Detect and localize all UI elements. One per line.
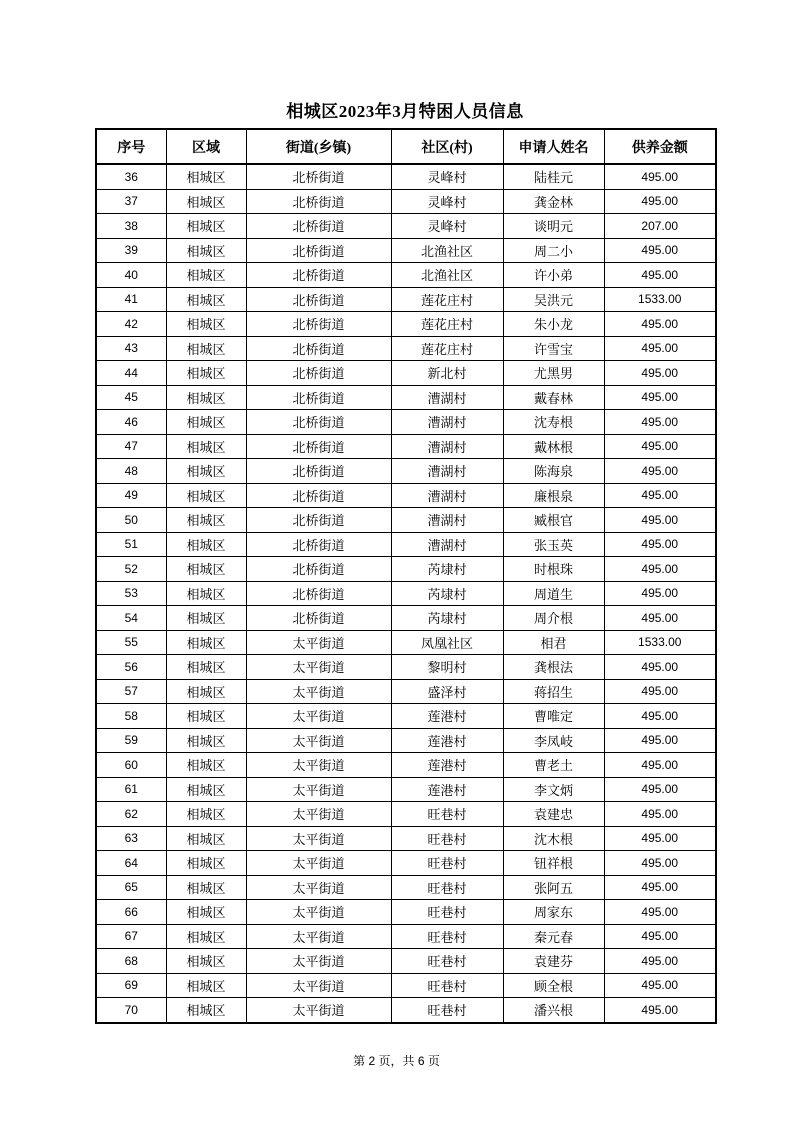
table-row [96,753,716,778]
table-cell: 55 [96,630,166,655]
table-cell: 45 [96,385,166,410]
table-cell: 盛泽村 [391,679,503,704]
table-cell: 46 [96,410,166,435]
table-cell: 52 [96,557,166,582]
table-cell: 龚金林 [503,189,604,214]
table-cell: 旺巷村 [391,802,503,827]
table-row [96,385,716,410]
table-cell: 495.00 [604,385,716,410]
table-row [96,410,716,435]
table-cell: 495.00 [604,949,716,974]
table-cell: 袁建芬 [503,949,604,974]
table-cell: 43 [96,336,166,361]
table-cell: 李凤岐 [503,728,604,753]
table-cell: 495.00 [604,410,716,435]
table-cell: 54 [96,606,166,631]
table-cell: 相城区 [166,434,246,459]
table-cell: 495.00 [604,655,716,680]
table-row [96,312,716,337]
table-cell: 周二小 [503,238,604,263]
table-cell: 蒋招生 [503,679,604,704]
table-cell: 相城区 [166,214,246,239]
table-cell: 北桥街道 [246,532,391,557]
table-row [96,679,716,704]
table-cell: 59 [96,728,166,753]
table-cell: 495.00 [604,900,716,925]
table-cell: 陆桂元 [503,164,604,189]
table-cell: 56 [96,655,166,680]
page-title: 相城区2023年3月特困人员信息 [286,102,524,121]
table-cell: 39 [96,238,166,263]
table-row [96,238,716,263]
table-cell: 太平街道 [246,851,391,876]
table-cell: 495.00 [604,728,716,753]
table-cell: 龚根法 [503,655,604,680]
table-cell: 相城区 [166,900,246,925]
table-cell: 相城区 [166,189,246,214]
table-row [96,361,716,386]
table-cell: 北桥街道 [246,214,391,239]
table-cell: 相城区 [166,802,246,827]
table-row [96,459,716,484]
table-cell: 芮埭村 [391,581,503,606]
table-cell: 沈木根 [503,826,604,851]
table-cell: 57 [96,679,166,704]
table-cell: 北渔社区 [391,263,503,288]
table-cell: 漕湖村 [391,508,503,533]
table-cell: 495.00 [604,802,716,827]
table-cell: 周家东 [503,900,604,925]
table-cell: 曹唯定 [503,704,604,729]
table-cell: 62 [96,802,166,827]
table-cell: 漕湖村 [391,385,503,410]
table-cell: 1533.00 [604,630,716,655]
table-cell: 相城区 [166,679,246,704]
table-header-row [96,129,716,164]
table-cell: 莲花庄村 [391,336,503,361]
table-cell: 41 [96,287,166,312]
table-cell: 49 [96,483,166,508]
table-cell: 495.00 [604,532,716,557]
table-cell: 新北村 [391,361,503,386]
table-row [96,189,716,214]
table-cell: 沈寿根 [503,410,604,435]
table-cell: 太平街道 [246,802,391,827]
table-cell: 旺巷村 [391,973,503,998]
table-row [96,875,716,900]
table-row [96,581,716,606]
table-cell: 旺巷村 [391,924,503,949]
table-row [96,164,716,189]
table-cell: 北渔社区 [391,238,503,263]
table-cell: 灵峰村 [391,189,503,214]
table-cell: 朱小龙 [503,312,604,337]
table-cell: 37 [96,189,166,214]
table-cell: 68 [96,949,166,974]
table-cell: 相城区 [166,826,246,851]
page-footer: 第 2 页，共 6 页 [353,1054,440,1068]
table-cell: 61 [96,777,166,802]
table-cell: 谈明元 [503,214,604,239]
table-cell: 69 [96,973,166,998]
table-cell: 40 [96,263,166,288]
table-cell: 1533.00 [604,287,716,312]
table-cell: 相城区 [166,532,246,557]
table-cell: 太平街道 [246,900,391,925]
column-header: 申请人姓名 [503,129,604,164]
table-cell: 495.00 [604,361,716,386]
table-row [96,973,716,998]
table-cell: 漕湖村 [391,532,503,557]
table-cell: 尤黑男 [503,361,604,386]
table-cell: 495.00 [604,704,716,729]
table-cell: 北桥街道 [246,361,391,386]
table-cell: 相城区 [166,410,246,435]
table-cell: 周道生 [503,581,604,606]
table-cell: 灵峰村 [391,214,503,239]
table-row [96,924,716,949]
table-cell: 495.00 [604,434,716,459]
table-cell: 钮祥根 [503,851,604,876]
table-cell: 张阿五 [503,875,604,900]
table-cell: 495.00 [604,753,716,778]
table-cell: 陈海泉 [503,459,604,484]
table-cell: 48 [96,459,166,484]
table-cell: 北桥街道 [246,581,391,606]
table-cell: 38 [96,214,166,239]
table-cell: 漕湖村 [391,483,503,508]
table-row [96,998,716,1023]
table-cell: 北桥街道 [246,189,391,214]
table-cell: 太平街道 [246,973,391,998]
table-cell: 戴林根 [503,434,604,459]
table-cell: 莲港村 [391,728,503,753]
table-cell: 495.00 [604,973,716,998]
table-cell: 51 [96,532,166,557]
table-cell: 207.00 [604,214,716,239]
table-cell: 北桥街道 [246,385,391,410]
table-cell: 495.00 [604,483,716,508]
table-cell: 张玉英 [503,532,604,557]
table-cell: 63 [96,826,166,851]
table-cell: 太平街道 [246,998,391,1023]
table-cell: 相城区 [166,655,246,680]
table-cell: 太平街道 [246,949,391,974]
table-cell: 莲港村 [391,753,503,778]
table-cell: 许小弟 [503,263,604,288]
table-cell: 495.00 [604,459,716,484]
table-cell: 495.00 [604,875,716,900]
table-cell: 莲花庄村 [391,312,503,337]
table-cell: 495.00 [604,581,716,606]
table-cell: 太平街道 [246,753,391,778]
table-cell: 相城区 [166,728,246,753]
table-cell: 莲花庄村 [391,287,503,312]
table-cell: 太平街道 [246,630,391,655]
table-cell: 旺巷村 [391,826,503,851]
table-cell: 北桥街道 [246,557,391,582]
table-row [96,483,716,508]
persons-table [95,128,717,1024]
table-cell: 吴洪元 [503,287,604,312]
table-cell: 北桥街道 [246,508,391,533]
table-cell: 许雪宝 [503,336,604,361]
table-cell: 北桥街道 [246,238,391,263]
table-cell: 42 [96,312,166,337]
table-row [96,508,716,533]
table-cell: 495.00 [604,238,716,263]
table-cell: 旺巷村 [391,900,503,925]
table-cell: 北桥街道 [246,263,391,288]
table-cell: 北桥街道 [246,164,391,189]
table-row [96,336,716,361]
table-cell: 相城区 [166,973,246,998]
table-cell: 漕湖村 [391,434,503,459]
table-cell: 64 [96,851,166,876]
table-row [96,728,716,753]
table-row [96,655,716,680]
table-cell: 相城区 [166,238,246,263]
table-cell: 70 [96,998,166,1023]
table-cell: 秦元春 [503,924,604,949]
table-cell: 太平街道 [246,704,391,729]
column-header: 供养金额 [604,129,716,164]
table-row [96,802,716,827]
table-cell: 太平街道 [246,679,391,704]
table-cell: 漕湖村 [391,459,503,484]
table-row [96,214,716,239]
table-cell: 北桥街道 [246,459,391,484]
table-cell: 灵峰村 [391,164,503,189]
table-row [96,630,716,655]
table-row [96,287,716,312]
table-cell: 495.00 [604,998,716,1023]
table-cell: 北桥街道 [246,312,391,337]
table-cell: 495.00 [604,164,716,189]
table-cell: 495.00 [604,606,716,631]
table-cell: 相城区 [166,606,246,631]
table-cell: 太平街道 [246,826,391,851]
table-cell: 相城区 [166,581,246,606]
table-row [96,434,716,459]
table-cell: 相城区 [166,336,246,361]
table-cell: 58 [96,704,166,729]
table-cell: 周介根 [503,606,604,631]
table-cell: 相城区 [166,483,246,508]
table-cell: 53 [96,581,166,606]
table-cell: 北桥街道 [246,483,391,508]
table-cell: 北桥街道 [246,287,391,312]
table-cell: 顾全根 [503,973,604,998]
table-cell: 相城区 [166,508,246,533]
table-cell: 相城区 [166,385,246,410]
table-cell: 相城区 [166,630,246,655]
table-cell: 北桥街道 [246,410,391,435]
table-cell: 漕湖村 [391,410,503,435]
table-cell: 495.00 [604,312,716,337]
table-cell: 相城区 [166,851,246,876]
table-cell: 495.00 [604,777,716,802]
table-cell: 旺巷村 [391,875,503,900]
table-row [96,263,716,288]
table-row [96,900,716,925]
table-cell: 太平街道 [246,875,391,900]
table-cell: 相城区 [166,924,246,949]
table-cell: 相城区 [166,312,246,337]
column-header: 街道(乡镇) [246,129,391,164]
table-cell: 相城区 [166,753,246,778]
table-cell: 戴春林 [503,385,604,410]
table-row [96,606,716,631]
table-cell: 495.00 [604,336,716,361]
table-cell: 36 [96,164,166,189]
column-header: 社区(村) [391,129,503,164]
table-cell: 旺巷村 [391,949,503,974]
table-cell: 65 [96,875,166,900]
table-cell: 相城区 [166,704,246,729]
table-cell: 相城区 [166,263,246,288]
table-cell: 北桥街道 [246,434,391,459]
table-cell: 旺巷村 [391,851,503,876]
table-cell: 44 [96,361,166,386]
table-row [96,777,716,802]
table-cell: 北桥街道 [246,336,391,361]
table-cell: 47 [96,434,166,459]
table-cell: 李文炳 [503,777,604,802]
table-cell: 北桥街道 [246,606,391,631]
table-row [96,826,716,851]
table-row [96,557,716,582]
column-header: 序号 [96,129,166,164]
table-cell: 495.00 [604,508,716,533]
table-cell: 芮埭村 [391,606,503,631]
table-cell: 太平街道 [246,777,391,802]
table-row [96,532,716,557]
table-cell: 太平街道 [246,728,391,753]
table-cell: 潘兴根 [503,998,604,1023]
table-cell: 相城区 [166,557,246,582]
table-cell: 50 [96,508,166,533]
table-cell: 495.00 [604,851,716,876]
table-cell: 芮埭村 [391,557,503,582]
table-row [96,704,716,729]
table-row [96,949,716,974]
table-cell: 相城区 [166,777,246,802]
table-cell: 495.00 [604,679,716,704]
table-cell: 相城区 [166,875,246,900]
table-cell: 廉根泉 [503,483,604,508]
table-row [96,851,716,876]
table-cell: 太平街道 [246,655,391,680]
table-cell: 旺巷村 [391,998,503,1023]
table-cell: 495.00 [604,189,716,214]
table-cell: 相城区 [166,998,246,1023]
table-cell: 相城区 [166,361,246,386]
table-cell: 67 [96,924,166,949]
table-cell: 相城区 [166,949,246,974]
column-header: 区域 [166,129,246,164]
table-cell: 时根珠 [503,557,604,582]
table-cell: 相城区 [166,459,246,484]
table-body [96,164,716,1023]
table-cell: 黎明村 [391,655,503,680]
table-cell: 凤凰社区 [391,630,503,655]
table-cell: 66 [96,900,166,925]
table-cell: 相城区 [166,287,246,312]
table-cell: 相君 [503,630,604,655]
table-cell: 臧根官 [503,508,604,533]
table-cell: 495.00 [604,826,716,851]
table-cell: 曹老土 [503,753,604,778]
table-cell: 495.00 [604,263,716,288]
table-cell: 太平街道 [246,924,391,949]
table-cell: 495.00 [604,924,716,949]
table-cell: 相城区 [166,164,246,189]
table-cell: 袁建忠 [503,802,604,827]
table-cell: 莲港村 [391,777,503,802]
table-cell: 495.00 [604,557,716,582]
table-cell: 60 [96,753,166,778]
table-cell: 莲港村 [391,704,503,729]
